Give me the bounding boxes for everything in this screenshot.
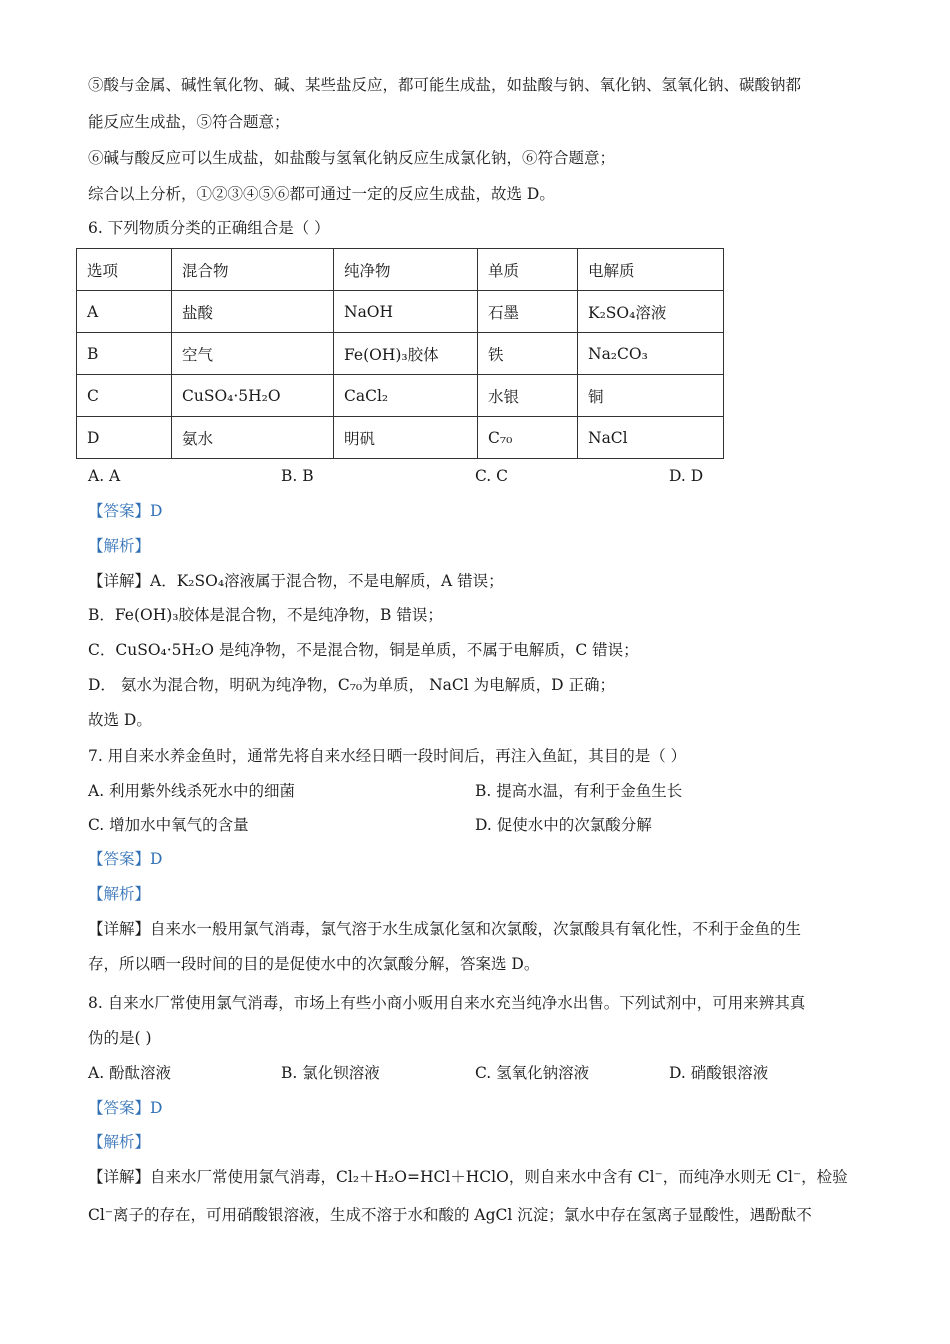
table-cell: Na₂CO₃ [578,333,724,375]
table-cell: CaCl₂ [334,375,478,417]
q6-detail-line-1: 【详解】A．K₂SO₄溶液属于混合物，不是电解质，A 错误； [88,572,504,590]
q8-option-d: D. 硝酸银溶液 [669,1064,769,1082]
table-header-cell: 单质 [478,249,578,291]
q8-option-a: A. 酚酞溶液 [88,1064,172,1082]
q8-detail-line-1: 【详解】自来水厂常使用氯气消毒，Cl₂＋H₂O=HCl＋HClO，则自来水中含有 Cl⁻，而纯净水则无 Cl⁻，检验 [88,1168,848,1186]
q7-detail-line-2: 存，所以晒一段时间的目的是促使水中的次氯酸分解，答案选 D。 [88,955,540,973]
table-row [77,291,724,333]
table-cell: 铁 [478,333,578,375]
table-header-cell: 纯净物 [334,249,478,291]
q6-detail-line-5: 故选 D。 [88,711,152,729]
table-cell: 水银 [478,375,578,417]
table-cell: C₇₀ [478,417,578,459]
q8-stem-line-1: 8. 自来水厂常使用氯气消毒，市场上有些小商小贩用自来水充当纯净水出售。下列试剂中，可用来辨其真 [88,994,806,1012]
table-header-cell: 电解质 [578,249,724,291]
q6-detail-line-3: C．CuSO₄·5H₂O 是纯净物，不是混合物，铜是单质，不属于电解质，C 错误； [88,641,639,659]
q7-option-c: C. 增加水中氧气的含量 [88,816,249,834]
q7-stem: 7. 用自来水养金鱼时，通常先将自来水经日晒一段时间后，再注入鱼缸，其目的是（ ） [88,747,687,765]
q8-stem-line-2: 伪的是( ) [88,1029,152,1047]
table-cell: D [77,417,172,459]
intro-line-2: 能反应生成盐，⑤符合题意； [88,113,290,131]
q6-detail-line-2: B．Fe(OH)₃胶体是混合物，不是纯净物，B 错误； [88,606,443,624]
table-cell: 盐酸 [172,291,334,333]
q7-analysis-heading: 【解析】 [88,885,151,903]
q7-option-b: B. 提高水温，有利于金鱼生长 [475,782,683,800]
q7-answer: 【答案】D [88,850,163,868]
q6-analysis-heading: 【解析】 [88,537,151,555]
table-cell: 石墨 [478,291,578,333]
q6-option-b: B. B [281,467,314,485]
q7-detail-line-1: 【详解】自来水一般用氯气消毒，氯气溶于水生成氯化氢和次氯酸，次氯酸具有氧化性，不利于金鱼的生 [88,920,802,938]
q6-detail-line-4: D． 氨水为混合物，明矾为纯净物，C₇₀为单质， NaCl 为电解质，D 正确； [88,676,615,694]
table-cell: A [77,291,172,333]
table-row [77,375,724,417]
q8-answer: 【答案】D [88,1099,163,1117]
table-cell: K₂SO₄溶液 [578,291,724,333]
table-cell: 空气 [172,333,334,375]
table-cell: 明矾 [334,417,478,459]
intro-line-1: ⑤酸与金属、碱性氧化物、碱、某些盐反应，都可能生成盐，如盐酸与钠、氧化钠、氢氧化钠、碳酸钠都 [88,76,802,94]
q6-stem: 6. 下列物质分类的正确组合是（ ） [88,219,330,237]
q6-answer: 【答案】D [88,502,163,520]
q8-option-b: B. 氯化钡溶液 [281,1064,380,1082]
table-cell: C [77,375,172,417]
classification-table [76,248,724,459]
table-cell: 铜 [578,375,724,417]
table-cell: 氨水 [172,417,334,459]
table-cell: CuSO₄·5H₂O [172,375,334,417]
table-cell: B [77,333,172,375]
table-row [77,417,724,459]
q6-option-c: C. C [475,467,509,485]
intro-line-4: 综合以上分析，①②③④⑤⑥都可通过一定的反应生成盐，故选 D。 [88,185,555,203]
q7-option-d: D. 促使水中的次氯酸分解 [475,816,652,834]
q6-option-d: D. D [669,467,704,485]
table-header-row [77,249,724,291]
table-header-cell: 选项 [77,249,172,291]
q8-option-c: C. 氢氧化钠溶液 [475,1064,590,1082]
table-row [77,333,724,375]
table-cell: Fe(OH)₃胶体 [334,333,478,375]
q6-option-a: A. A [88,467,121,485]
table-cell: NaOH [334,291,478,333]
q8-analysis-heading: 【解析】 [88,1133,151,1151]
q7-option-a: A. 利用紫外线杀死水中的细菌 [88,782,296,800]
q8-detail-line-2: Cl⁻离子的存在，可用硝酸银溶液，生成不溶于水和酸的 AgCl 沉淀；氯水中存在氢离子显酸性，遇酚酞不 [88,1206,812,1224]
table-cell: NaCl [578,417,724,459]
table-header-cell: 混合物 [172,249,334,291]
intro-line-3: ⑥碱与酸反应可以生成盐，如盐酸与氢氧化钠反应生成氯化钠，⑥符合题意； [88,149,616,167]
